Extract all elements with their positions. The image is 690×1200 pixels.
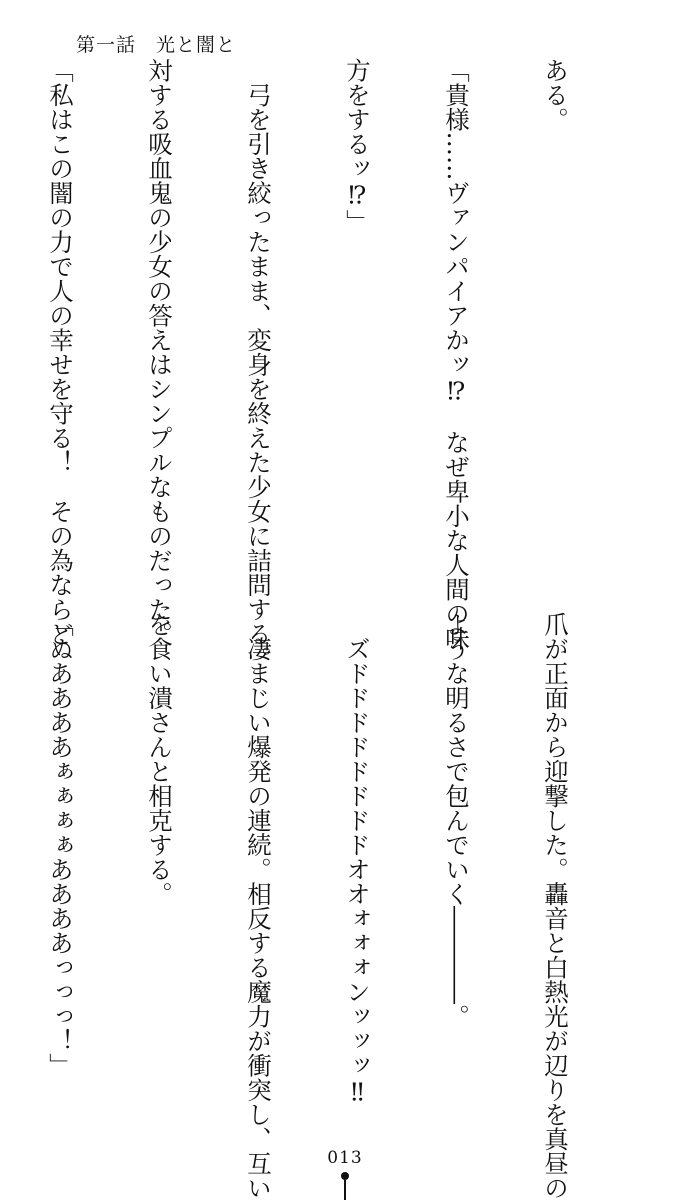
text-line: ある。	[541, 58, 570, 132]
running-title: 第一話 光と闇と	[76, 34, 237, 56]
text-line: ような明るさで包んでいく――――。	[442, 612, 471, 1029]
text-line: 対する吸血鬼の少女の答えはシンプルなものだった。	[145, 58, 174, 646]
text-line: を食い潰さんと相克する。	[145, 612, 174, 906]
text-line: 方をするッ⁉」	[343, 58, 372, 234]
folio-ornament	[341, 1170, 349, 1200]
folio-dot	[341, 1172, 349, 1180]
text-line: 爪が正面から迎撃した。轟音と白熱光が辺りを真昼の	[541, 612, 570, 1200]
text-line: ズドドドドドドドドオオォォォンッッッ‼	[343, 612, 372, 1107]
page-number: 013	[327, 1148, 363, 1168]
text-line: 「私はこの闇の力で人の幸せを守る！ その為ならど	[46, 58, 75, 646]
body-text-upper	[46, 58, 638, 671]
folio-stem	[344, 1180, 346, 1200]
text-line: 「ぬああああぁぁぁぁああああっっっ！」	[46, 612, 75, 1078]
text-line: 「貴様……ヴァンパイアかッ⁉ なぜ卑小な人間の味	[442, 58, 471, 651]
text-line: 凄まじい爆発の連続。相反する魔力が衝突し、互い	[244, 612, 273, 1200]
text-line: 弓を引き絞ったまま、変身を終えた少女に詰問する。	[244, 58, 273, 671]
